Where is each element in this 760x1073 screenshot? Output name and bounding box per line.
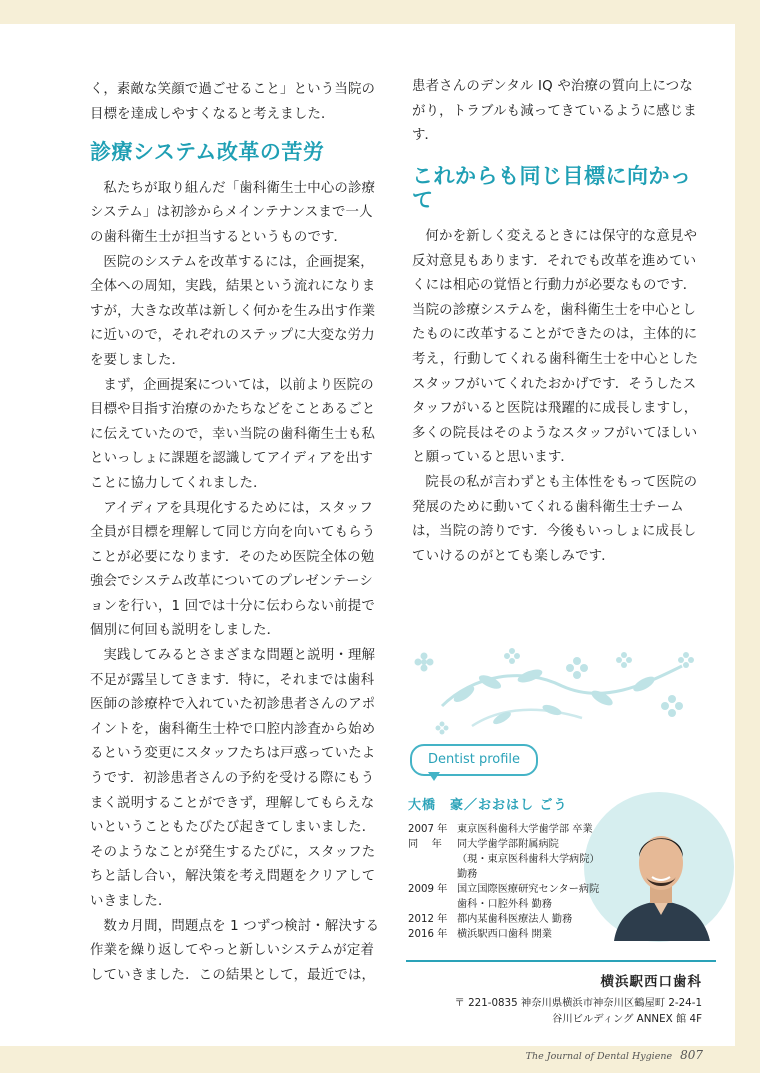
journal-title: The Journal of Dental Hygiene (525, 1051, 673, 1062)
left-paragraph: 医院のシステムを改革するには，企画提案，全体への周知，実践，結果という流れになりますが，大きな改革は新しく何かを生み出す作業に近いので，それぞれのステップに大変な労力を要しました． (90, 254, 376, 368)
clinic-address-line1: 〒 221-0835 神奈川県横浜市神奈川区鶴屋町 2-24-1 (454, 997, 702, 1009)
history-year: 2007 年 (408, 824, 448, 835)
history-text: 同大学歯学部附属病院 (457, 839, 559, 850)
left-paragraph: 数カ月間，問題点を 1 つずつ検討・解決する作業を繰り返してやっと新しいシステムが定着していきました．この結果として，最近では， (90, 918, 380, 983)
tag-pointer (428, 772, 440, 781)
history-row (408, 867, 600, 882)
dentist-portrait-icon (606, 819, 716, 941)
history-text: 歯科・口腔外科 勤務 (457, 899, 552, 910)
history-row (408, 897, 600, 912)
section-heading-same-goal: これからも同じ目標に向かって (412, 163, 692, 213)
history-row (408, 822, 600, 837)
section-heading-system-reform: 診療システム改革の苦労 (90, 140, 325, 165)
history-row (408, 852, 600, 867)
right-intro-text: 患者さんのデンタル IQ や治療の質向上につながり，トラブルも減ってきているように感じます． (412, 79, 697, 144)
floral-decoration-icon (412, 646, 702, 738)
history-text: 勤務 (457, 869, 478, 880)
history-year (408, 897, 457, 912)
history-text: 都内某歯科医療法人 勤務 (457, 914, 573, 925)
right-paragraph: 何かを新しく変えるときには保守的な意見や反対意見もあります．それでも改革を進めていくには相応の覚悟と行動力が必要なものです．当院の診療システムを，歯科衛生士を中心としたものに改革することができたのは，主体的に考え，行動してくれる歯科衛生士を中心としたスタッフがいてくれたおかげです．そうしたスタッフがいると医院は飛躍的に成長しますし，多くの院長はそのようなスタッフがいてほしいと願っていると思います． (412, 228, 699, 466)
history-row (408, 837, 600, 852)
left-paragraph: まず，企画提案については，以前より医院の目標や目指す治療のかたちなどをことあるごとに伝えていたので，幸い当院の歯科衛生士も私といっしょに課題を認識してアイディアを出すことに協力してくれました． (90, 377, 376, 491)
clinic-address-line2: 谷川ビルディング ANNEX 館 4F (552, 1013, 702, 1025)
left-intro-text: く，素敵な笑顔で過ごせること」という当院の目標を達成しやすくなると考えました． (90, 82, 376, 122)
left-paragraph: アイディアを具現化するためには，スタッフ全員が目標を理解して同じ方向を向いてもらうことが必要になります．そのため医院全体の勉強会でシステム改革についてのプレゼンテーションを行い，1 回では十分に伝わらない前提で個別に何回も説明をしました． (90, 500, 376, 639)
right-column (412, 75, 702, 569)
left-paragraph: 実践してみるとさまざまな問題と説明・理解不足が露呈してきます．特に，それまでは歯科医師の診療枠で入れていた初診患者さんのアポイントを，歯科衛生士枠で口腔内診査から始めるという変更にスタッフたちは戸惑っていたようです．初診患者さんの予約を受ける際にもうまく説明することができず，理解してもらえないということもたびたび起きてしまいました．そのようなことが発生するたびに，スタッフたちと話し合い，解決策を考え問題をクリアしていきました． (90, 648, 376, 909)
left-paragraph: 私たちが取り組んだ「歯科衛生士中心の診療システム」は初診からメインテナンスまで一人の歯科衛生士が担当するというものです． (90, 180, 376, 245)
page (0, 24, 735, 1062)
page-footer (526, 1048, 703, 1062)
history-row (408, 882, 600, 897)
left-column (90, 78, 380, 988)
history-year: 同 年 (408, 839, 442, 850)
clinic-name: 横浜駅西口歯科 (600, 974, 702, 990)
right-paragraph: 院長の私が言わずとも主体性をもって医院の発展のために動いてくれる歯科衛生士チームは，当院の誇りです．今後もいっしょに成長していけるのがとても楽しみです． (412, 474, 698, 564)
dentist-profile-tag: Dentist profile (410, 744, 538, 776)
history-text: 東京医科歯科大学歯学部 卒業 (457, 824, 593, 835)
history-year: 2016 年 (408, 929, 448, 940)
history-text: （現・東京医科歯科大学病院） (457, 854, 600, 865)
career-history (408, 822, 600, 942)
history-year (408, 867, 457, 882)
profile-divider (406, 960, 716, 962)
history-row (408, 927, 600, 942)
history-text: 横浜駅西口歯科 開業 (457, 929, 552, 940)
history-year (408, 852, 457, 867)
page-number: 807 (680, 1048, 703, 1062)
history-year: 2009 年 (408, 884, 448, 895)
history-text: 国立国際医療研究センター病院 (457, 884, 600, 895)
history-row (408, 912, 600, 927)
history-year: 2012 年 (408, 914, 448, 925)
dentist-name: 大橋 豪／おおはし ごう (408, 798, 568, 813)
dentist-profile (406, 744, 716, 1025)
